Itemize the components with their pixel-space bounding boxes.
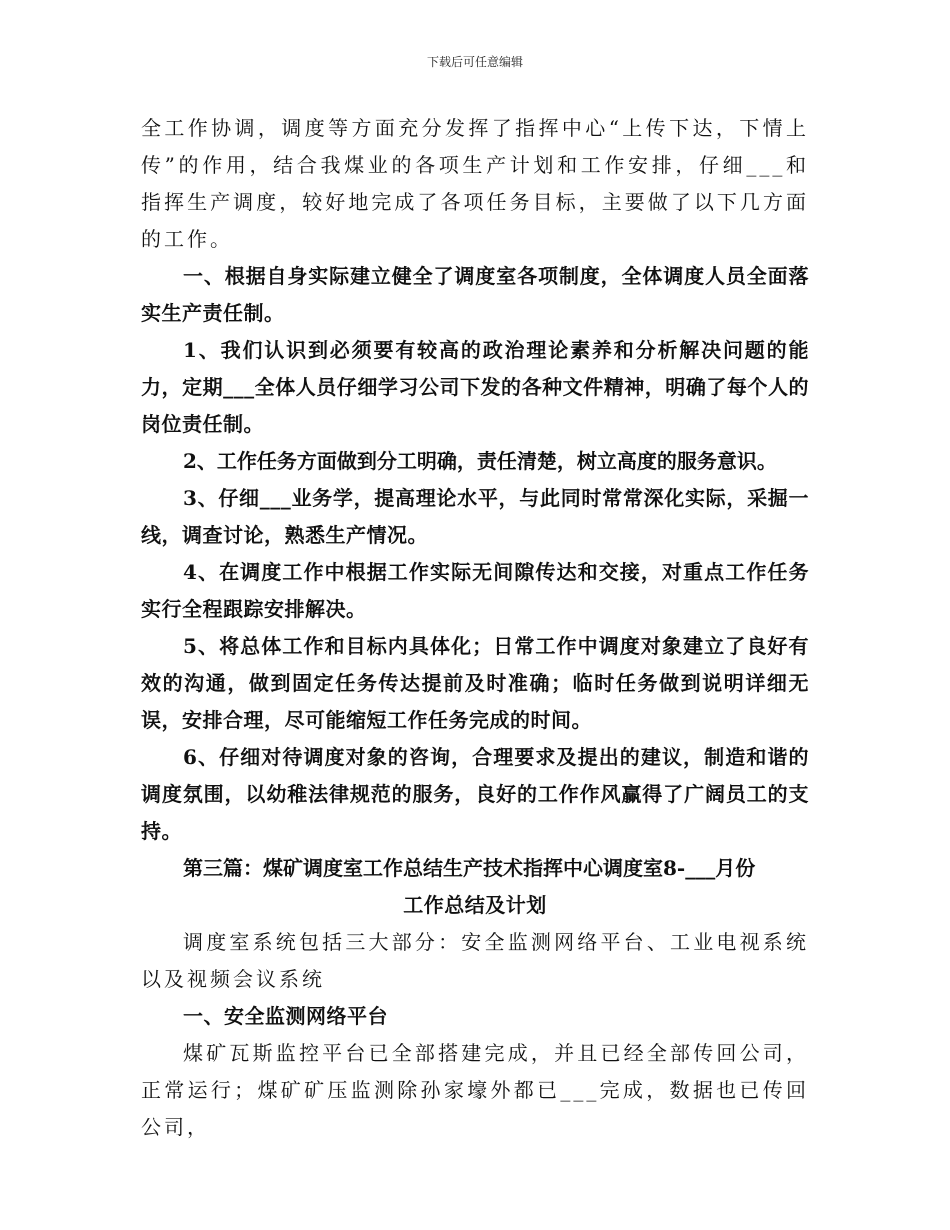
- chapter-title-continued: 工作总结及计划: [403, 893, 547, 917]
- paragraph-system-overview: 调度室系统包括三大部分：安全监测网络平台、工业电视系统以及视频会议系统: [141, 930, 809, 991]
- section-heading-safety-platform: 一、安全监测网络平台: [183, 1004, 388, 1028]
- page-header-note: 下载后可任意编辑: [426, 55, 523, 69]
- list-item-2: 2、工作任务方面做到分工明确，责任清楚，树立高度的服务意识。: [183, 449, 777, 473]
- document-body: [141, 110, 809, 1146]
- list-item-3: 3、仔细___业务学，提高理论水平，与此同时常常深化实际，采掘一线，调查讨论，熟悉生产情况。: [141, 486, 809, 547]
- paragraph-gas-monitoring: 煤矿瓦斯监控平台已全部搭建完成，并且已经全部传回公司，正常运行；煤矿矿压监测除孙家壕外都已___完成，数据也已传回公司，: [141, 1041, 809, 1139]
- paragraph-intro: 全工作协调，调度等方面充分发挥了指挥中心“上传下达，下情上传”的作用，结合我煤业的各项生产计划和工作安排，仔细___和指挥生产调度，较好地完成了各项任务目标，主要做了以下几方面的工作。: [141, 116, 809, 251]
- chapter-title: 第三篇：煤矿调度室工作总结生产技术指挥中心调度室8-___月份: [183, 856, 756, 880]
- list-item-5: 5、将总体工作和目标内具体化；日常工作中调度对象建立了良好有效的沟通，做到固定任务传达提前及时准确；临时任务做到说明详细无误，安排合理，尽可能缩短工作任务完成的时间。: [141, 634, 809, 732]
- list-item-6: 6、仔细对待调度对象的咨询，合理要求及提出的建议，制造和谐的调度氛围，以幼稚法律规范的服务，良好的工作作风赢得了广阔员工的支持。: [141, 745, 809, 843]
- list-item-1: 1、我们认识到必须要有较高的政治理论素养和分析解决问题的能力，定期___全体人员仔细学习公司下发的各种文件精神，明确了每个人的岗位责任制。: [141, 338, 809, 436]
- section-heading-1: 一、根据自身实际建立健全了调度室各项制度，全体调度人员全面落实生产责任制。: [141, 264, 809, 325]
- list-item-4: 4、在调度工作中根据工作实际无间隙传达和交接，对重点工作任务实行全程跟踪安排解决。: [141, 560, 809, 621]
